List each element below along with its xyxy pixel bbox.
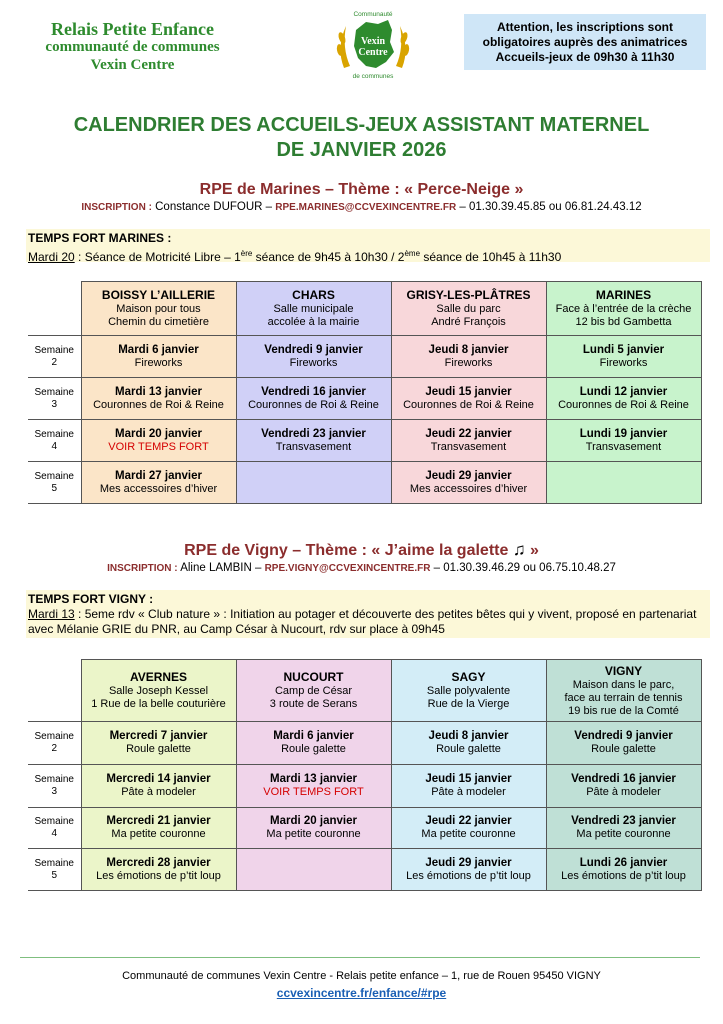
week-label: Semaine 3 [28, 765, 81, 808]
session-cell: Mercredi 21 janvier Ma petite couronne [81, 808, 236, 849]
org-line-3: Vexin Centre [90, 57, 175, 73]
session-cell: Mardi 13 janvier Couronnes de Roi & Reine [81, 378, 236, 420]
marines-temps-fort-day: Mardi 20 [28, 250, 75, 264]
registration-notice [464, 14, 706, 70]
session-cell: Lundi 5 janvier Fireworks [546, 336, 701, 378]
vigny-calendar-table [28, 659, 702, 891]
session-cell: Mercredi 14 janvier Pâte à modeler [81, 765, 236, 808]
session-cell: Jeudi 29 janvier Mes accessoires d’hiver [391, 462, 546, 504]
marines-temps-fort-colon: : [164, 231, 172, 245]
page-title [0, 113, 723, 163]
marines-temps-fort-text-b: séance de 9h45 à 10h30 / 2 [252, 250, 405, 264]
table-row [28, 420, 701, 462]
org-line-1: Relais Petite Enfance [51, 19, 214, 39]
column-header-boissy: BOISSY L’AILLERIE Maison pour tous Chemin du cimetière [81, 282, 236, 336]
marines-contact: Constance DUFOUR – [151, 201, 276, 213]
vigny-temps-fort-day: Mardi 13 [28, 607, 75, 621]
vigny-title-text: RPE de Vigny – Thème : « J’aime la galette [184, 542, 513, 559]
column-header-sagy: SAGY Salle polyvalente Rue de la Vierge [391, 660, 546, 722]
session-cell: Vendredi 9 janvier Roule galette [546, 722, 701, 765]
marines-calendar-table [28, 281, 702, 504]
week-label: Semaine 2 [28, 336, 81, 378]
session-cell: Mardi 27 janvier Mes accessoires d’hiver [81, 462, 236, 504]
session-cell: Vendredi 16 janvier Pâte à modeler [546, 765, 701, 808]
session-cell: Jeudi 8 janvier Roule galette [391, 722, 546, 765]
footer-divider [20, 957, 700, 958]
vigny-contact: Aline LAMBIN – [177, 562, 265, 574]
table-row [28, 849, 701, 891]
column-header-marines: MARINES Face à l’entrée de la crèche 12 bis bd Gambetta [546, 282, 701, 336]
org-line-2: communauté de communes [45, 39, 220, 55]
column-header-chars: CHARS Salle municipale accolée à la mairie [236, 282, 391, 336]
session-cell: Mercredi 28 janvier Les émotions de p’tit loup [81, 849, 236, 891]
vigny-temps-fort-heading: TEMPS FORT VIGNY [28, 592, 146, 606]
vexin-centre-logo [332, 8, 414, 80]
empty-cell [236, 462, 391, 504]
org-name [20, 20, 245, 74]
vigny-temps-fort-text: : 5eme rdv « Club nature » : Initiation au potager et découverte des petites bêtes qui y vivent, proposé en partenariat avec Mélanie GRIE du PNR, au Camp César à Nucourt, rdv sur place à 09h45 [28, 607, 697, 636]
vigny-title-end: » [525, 542, 539, 559]
music-note-icon: ♫ [512, 540, 526, 559]
marines-temps-fort-heading: TEMPS FORT MARINES [28, 231, 165, 245]
logo-bottom-text: de communes [352, 73, 394, 80]
session-cell: Jeudi 15 janvier Pâte à modeler [391, 765, 546, 808]
marines-inscription [0, 201, 723, 213]
session-cell: Jeudi 15 janvier Couronnes de Roi & Reine [391, 378, 546, 420]
session-cell: Mardi 13 janvier VOIR TEMPS FORT [236, 765, 391, 808]
vigny-inscription-label: INSCRIPTION : [107, 563, 178, 574]
footer-link[interactable]: ccvexincentre.fr/enfance/#rpe [276, 986, 447, 1000]
vigny-inscription [0, 562, 723, 574]
column-header-vigny: VIGNY Maison dans le parc, face au terrain de tennis 19 bis rue de la Comté [546, 660, 701, 722]
vigny-temps-fort [26, 590, 710, 638]
session-cell: Mardi 6 janvier Roule galette [236, 722, 391, 765]
marines-temps-fort [26, 229, 710, 262]
marines-temps-fort-sup1: ère [240, 249, 253, 258]
session-cell: Jeudi 22 janvier Transvasement [391, 420, 546, 462]
vigny-phones: – 01.30.39.46.29 ou 06.75.10.48.27 [430, 562, 616, 574]
footer-address: Communauté de communes Vexin Centre - Relais petite enfance – 1, rue de Rouen 95450 VIGNY [122, 970, 601, 982]
marines-inscription-label: INSCRIPTION : [81, 202, 152, 213]
empty-cell [236, 849, 391, 891]
session-cell: Jeudi 22 janvier Ma petite couronne [391, 808, 546, 849]
session-cell: Vendredi 23 janvier Ma petite couronne [546, 808, 701, 849]
week-label: Semaine 5 [28, 462, 81, 504]
table-row [28, 722, 701, 765]
session-cell: Jeudi 29 janvier Les émotions de p’tit loup [391, 849, 546, 891]
session-cell: Mardi 20 janvier VOIR TEMPS FORT [81, 420, 236, 462]
logo-main-2: Centre [358, 47, 388, 58]
table-row [28, 378, 701, 420]
session-cell: Mercredi 7 janvier Roule galette [81, 722, 236, 765]
table-row [28, 462, 701, 504]
marines-section-title: RPE de Marines – Thème : « Perce-Neige » [199, 181, 524, 198]
table-corner [28, 660, 81, 722]
marines-email[interactable]: RPE.MARINES@CCVEXINCENTRE.FR [275, 202, 457, 213]
week-label: Semaine 4 [28, 808, 81, 849]
session-cell: Lundi 26 janvier Les émotions de p’tit loup [546, 849, 701, 891]
vigny-temps-fort-colon: : [145, 592, 154, 606]
session-cell: Vendredi 16 janvier Couronnes de Roi & Reine [236, 378, 391, 420]
session-cell: Jeudi 8 janvier Fireworks [391, 336, 546, 378]
table-corner [28, 282, 81, 336]
page-title-line-2: DE JANVIER 2026 [276, 139, 447, 161]
table-row [28, 336, 701, 378]
marines-phones: – 01.30.39.45.85 ou 06.81.24.43.12 [456, 201, 642, 213]
logo-top-text: Communauté [353, 11, 393, 18]
page-title-line-1: CALENDRIER DES ACCUEILS-JEUX ASSISTANT MATERNEL [73, 114, 650, 136]
week-label: Semaine 2 [28, 722, 81, 765]
empty-cell [546, 462, 701, 504]
session-cell: Mardi 20 janvier Ma petite couronne [236, 808, 391, 849]
session-cell: Vendredi 9 janvier Fireworks [236, 336, 391, 378]
logo-main-1: Vexin [360, 36, 386, 47]
marines-temps-fort-sup2: ème [404, 249, 421, 258]
table-row [28, 765, 701, 808]
notice-line-2: obligatoires auprès des animatrices [482, 35, 688, 49]
vigny-section-title [0, 540, 723, 560]
see-temps-fort-note: VOIR TEMPS FORT [108, 440, 209, 453]
vigny-email[interactable]: RPE.VIGNY@CCVEXINCENTRE.FR [264, 563, 431, 574]
notice-line-1: Attention, les inscriptions sont [496, 20, 673, 34]
week-label: Semaine 5 [28, 849, 81, 891]
column-header-nucourt: NUCOURT Camp de César 3 route de Serans [236, 660, 391, 722]
column-header-avernes: AVERNES Salle Joseph Kessel 1 Rue de la belle couturière [81, 660, 236, 722]
footer-link-wrap [0, 986, 723, 1000]
column-header-grisy: GRISY-LES-PLÂTRES Salle du parc André François [391, 282, 546, 336]
session-cell: Lundi 19 janvier Transvasement [546, 420, 701, 462]
session-cell: Mardi 6 janvier Fireworks [81, 336, 236, 378]
marines-temps-fort-text-a: : Séance de Motricité Libre – 1 [74, 250, 241, 264]
session-cell: Vendredi 23 janvier Transvasement [236, 420, 391, 462]
week-label: Semaine 3 [28, 378, 81, 420]
week-label: Semaine 4 [28, 420, 81, 462]
table-row [28, 808, 701, 849]
marines-temps-fort-text-c: séance de 10h45 à 11h30 [420, 250, 562, 264]
notice-line-3: Accueils-jeux de 09h30 à 11h30 [495, 50, 675, 64]
see-temps-fort-note: VOIR TEMPS FORT [263, 786, 364, 798]
session-cell: Lundi 12 janvier Couronnes de Roi & Reine [546, 378, 701, 420]
